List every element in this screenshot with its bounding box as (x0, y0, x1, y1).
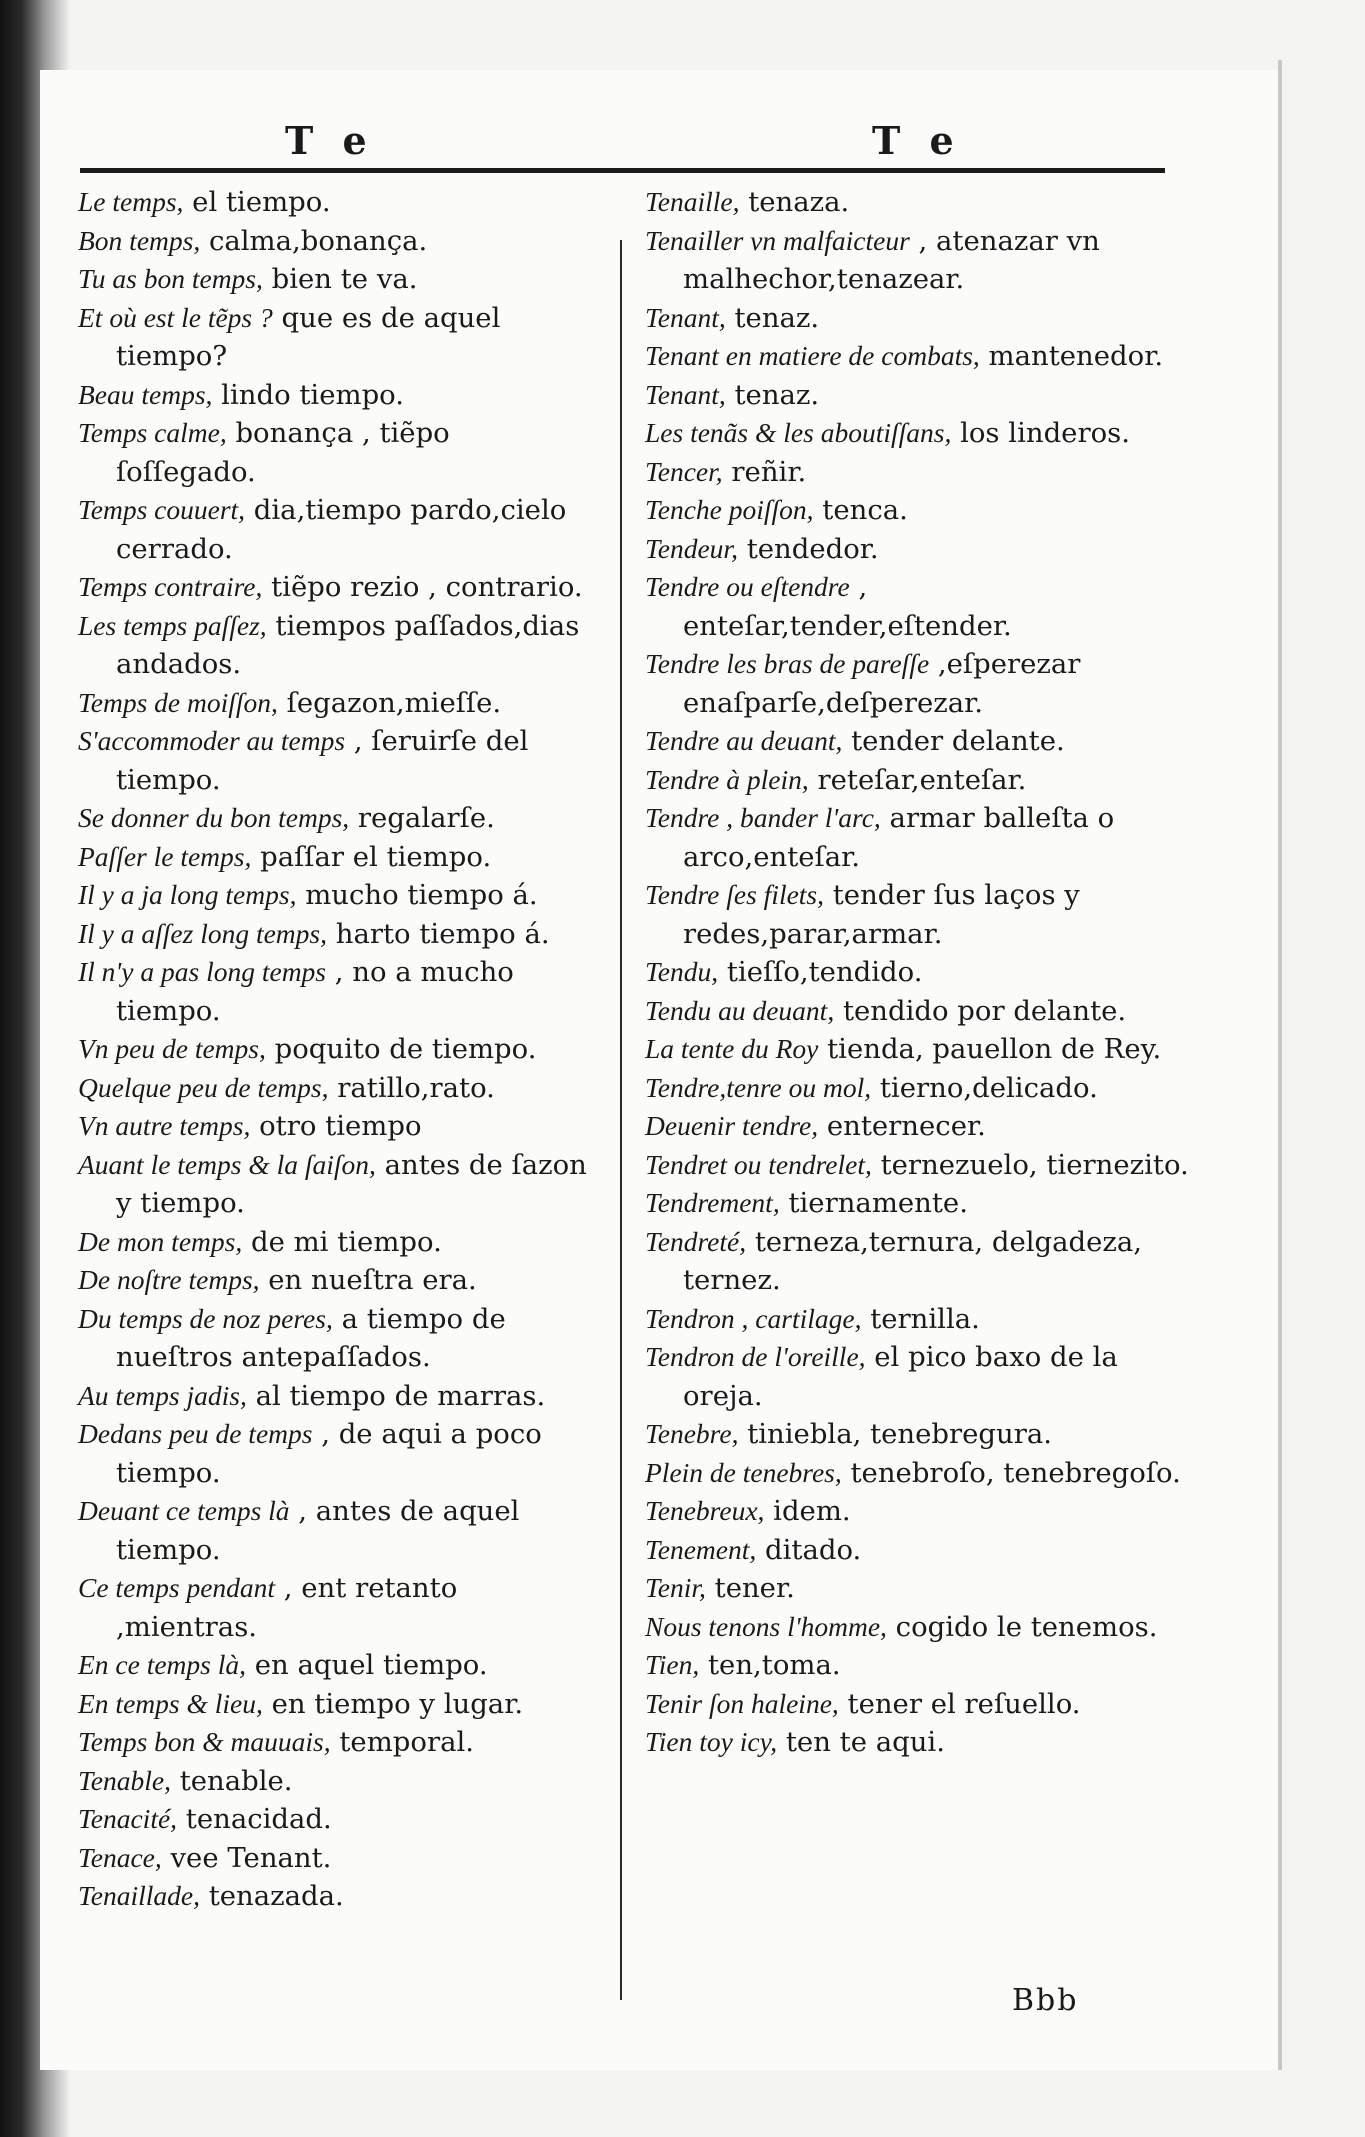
entry-definition: tenaza. (739, 186, 850, 218)
entry-definition: tiniebla, tenebregura. (738, 1418, 1053, 1450)
entry-term: Auant le temps & la ſaiſon, (78, 1148, 376, 1180)
entry-term: Tendrement, (645, 1187, 780, 1218)
entry-term: Tenaille, (645, 186, 740, 217)
entry-definition: en aquel tiempo. (246, 1649, 488, 1681)
entry-term: Tenir ſon haleine, (645, 1687, 839, 1719)
dictionary-entry (78, 1800, 598, 1839)
entry-term: Tendre , bander l'arc, (645, 802, 881, 833)
entry-definition: dia,tiempo pardo,cielo cerrado. (116, 494, 567, 565)
dictionary-entry (645, 1454, 1193, 1493)
dictionary-entry (645, 722, 1193, 761)
entry-definition: los linderos. (951, 417, 1131, 449)
entry-definition: en tiempo y lugar. (262, 1687, 524, 1720)
dictionary-entry (645, 1646, 1193, 1685)
entry-definition: ,eſperezar enaſparſe,deſperezar. (683, 648, 1081, 719)
dictionary-entry (645, 799, 1193, 876)
dictionary-entry (645, 876, 1193, 953)
dictionary-entry (78, 222, 598, 261)
dictionary-entry (78, 183, 598, 222)
entry-term: Tenace, (78, 1841, 162, 1873)
running-header-left: T e (285, 118, 375, 163)
entry-term: Tendret ou tendrelet, (645, 1148, 872, 1180)
entry-definition: reñir. (722, 455, 807, 488)
entry-term: S'accommoder au temps (78, 725, 346, 756)
entry-definition: poquito de tiempo. (265, 1033, 537, 1065)
entry-term: Bon temps, (78, 224, 201, 256)
entry-definition: terneza,ternura, delgadeza, ternez. (683, 1225, 1143, 1296)
entry-term: Temps contraire, (78, 571, 263, 602)
entry-term: Tencer, (645, 455, 723, 487)
entry-definition: bonança , tiẽpo ſoſſegado. (116, 417, 450, 488)
dictionary-entry (78, 1300, 598, 1377)
dictionary-entry (78, 876, 598, 915)
dictionary-entry (645, 414, 1193, 453)
entry-definition: ditado. (756, 1533, 862, 1566)
entry-definition: mucho tiempo á. (296, 879, 538, 911)
dictionary-entry (645, 1415, 1193, 1454)
dictionary-entry (78, 1415, 598, 1492)
entry-definition: armar balleſta o arco,enteſar. (683, 802, 1115, 873)
entry-definition: temporal. (330, 1726, 475, 1758)
right-column (645, 183, 1193, 1762)
entry-term: Tenebre, (645, 1418, 739, 1449)
entry-term: Tendron , cartilage, (645, 1302, 862, 1334)
entry-term: Les temps paſſez, (78, 609, 267, 641)
entry-term: La tente du Roy (645, 1033, 819, 1064)
entry-term: De noſtre temps, (78, 1264, 260, 1295)
entry-definition: lindo tiempo. (212, 378, 404, 411)
entry-definition: , ent retanto ,mientras. (116, 1572, 458, 1643)
entry-definition: otro tiempo (250, 1110, 422, 1142)
entry-term: Tendre,tenre ou mol, (645, 1071, 872, 1103)
entry-definition: , antes de aquel tiempo. (116, 1495, 520, 1566)
entry-definition: enternecer. (818, 1110, 986, 1142)
entry-definition: tiẽpo rezio , contrario. (262, 571, 583, 603)
entry-term: Tenacité, (78, 1803, 178, 1834)
dictionary-entry (78, 722, 598, 799)
dictionary-entry (78, 414, 598, 491)
dictionary-entry (78, 1492, 598, 1569)
entry-term: Tendron de l'oreille, (645, 1341, 866, 1372)
entry-term: Tendre les bras de pareſſe (645, 648, 930, 679)
entry-term: Dedans peu de temps (78, 1418, 313, 1449)
entry-definition: a tiempo de nueſtros antepaſſados. (116, 1302, 506, 1373)
dictionary-entry (78, 915, 598, 954)
dictionary-entry (645, 568, 1193, 645)
entry-term: Tenebreux, (645, 1495, 765, 1526)
entry-definition: tender ſus laços y redes,parar,armar. (683, 879, 1080, 950)
entry-definition: tendedor. (737, 532, 879, 565)
dictionary-entry (645, 1146, 1193, 1185)
entry-definition: antes de ſazon y tiempo. (116, 1148, 587, 1219)
entry-definition: tenca. (813, 494, 908, 526)
dictionary-entry (78, 1569, 598, 1646)
entry-term: De mon temps, (78, 1225, 243, 1257)
entry-definition: bien te va. (262, 263, 418, 295)
entry-definition: ſegazon,mieſſe. (277, 686, 502, 719)
entry-definition: reteſar,enteſar. (808, 763, 1027, 796)
dictionary-entry (78, 1223, 598, 1262)
entry-definition: tendido por delante. (834, 994, 1127, 1027)
entry-definition: calma,bonança. (200, 224, 428, 257)
dictionary-entry (78, 1877, 598, 1916)
dictionary-entry (645, 1723, 1193, 1762)
left-column (78, 183, 598, 1916)
entry-term: Deuant ce temps là (78, 1495, 290, 1526)
entry-term: Tendre à plein, (645, 763, 809, 795)
dictionary-entry (645, 530, 1193, 569)
entry-term: Et où est le tẽps ? (78, 301, 273, 333)
dictionary-entry (78, 1685, 598, 1724)
entry-term: Tendu au deuant, (645, 994, 835, 1026)
entry-definition: tienda, pauellon de Rey. (818, 1033, 1162, 1065)
entry-definition: tener. (705, 1572, 795, 1604)
entry-definition: tenazada. (199, 1880, 344, 1912)
entry-definition: tender delante. (842, 725, 1065, 757)
entry-definition: cogido le tenemos. (886, 1610, 1158, 1643)
entry-term: Tien toy icy, (645, 1726, 778, 1757)
dictionary-entry (78, 1839, 598, 1878)
dictionary-entry (645, 1685, 1193, 1724)
dictionary-entry (78, 1646, 598, 1685)
dictionary-entry (78, 953, 598, 1030)
entry-definition: tiernamente. (779, 1187, 968, 1219)
dictionary-entry (645, 1531, 1193, 1570)
header-rule (80, 168, 1165, 173)
dictionary-entry (78, 260, 598, 299)
entry-term: Quelque peu de temps, (78, 1071, 329, 1103)
entry-term: Se donner du bon temps, (78, 802, 350, 833)
entry-term: Du temps de noz peres, (78, 1302, 333, 1334)
dictionary-entry (78, 799, 598, 838)
entry-definition: tener el reſuello. (838, 1687, 1081, 1720)
dictionary-entry (78, 1107, 598, 1146)
dictionary-entry (78, 299, 598, 376)
entry-term: Il n'y a pas long temps (78, 956, 327, 987)
entry-term: Tenable, (78, 1764, 171, 1796)
entry-term: Temps couuert, (78, 494, 246, 525)
entry-definition: idem. (764, 1495, 851, 1527)
dictionary-entry (78, 684, 598, 723)
entry-definition: tiempos paſſados,dias andados. (116, 609, 580, 680)
entry-term: Le temps, (78, 186, 184, 217)
entry-definition: en nueſtra era. (259, 1264, 477, 1296)
dictionary-entry (78, 1377, 598, 1416)
entry-term: Les tenãs & les aboutiſſans, (645, 417, 952, 448)
entry-term: Nous tenons l'homme, (645, 1610, 887, 1642)
entry-definition: paſſar el tiempo. (251, 840, 492, 873)
entry-term: Vn autre temps, (78, 1110, 251, 1141)
entry-term: Ce temps pendant (78, 1572, 276, 1603)
entry-definition: que es de aquel tiempo? (116, 301, 501, 372)
entry-term: Au temps jadis, (78, 1379, 247, 1411)
entry-definition: tenebroſo, tenebregoſo. (841, 1456, 1181, 1489)
entry-definition: el pico baxo de la oreja. (683, 1341, 1118, 1412)
dictionary-entry (645, 953, 1193, 992)
entry-term: Beau temps, (78, 378, 213, 410)
entry-term: Tenaillade, (78, 1880, 200, 1911)
dictionary-entry (78, 1261, 598, 1300)
dictionary-entry (645, 761, 1193, 800)
entry-term: En temps & lieu, (78, 1687, 263, 1719)
page-edge (1278, 60, 1282, 2070)
entry-term: Tenement, (645, 1533, 757, 1565)
entry-term: Tendreté, (645, 1225, 747, 1257)
entry-definition: mantenedor. (979, 340, 1164, 372)
dictionary-entry (645, 1492, 1193, 1531)
dictionary-entry (78, 838, 598, 877)
entry-definition: tierno,delicado. (871, 1071, 1098, 1104)
entry-term: Tenche poiſſon, (645, 494, 814, 525)
entry-definition: al tiempo de marras. (246, 1379, 546, 1412)
entry-term: Temps calme, (78, 417, 227, 448)
dictionary-entry (78, 568, 598, 607)
entry-term: Deuenir tendre, (645, 1110, 819, 1141)
dictionary-entry (78, 491, 598, 568)
entry-definition: ten te aqui. (777, 1726, 945, 1758)
entry-term: Il y a ja long temps, (78, 879, 297, 910)
dictionary-entry (78, 607, 598, 684)
dictionary-entry (78, 376, 598, 415)
dictionary-entry (645, 1184, 1193, 1223)
dictionary-entry (645, 1569, 1193, 1608)
dictionary-entry (645, 1608, 1193, 1647)
dictionary-entry (78, 1069, 598, 1108)
entry-definition: vee Tenant. (161, 1841, 332, 1874)
dictionary-entry (645, 337, 1193, 376)
entry-term: Il y a aſſez long temps, (78, 917, 327, 949)
running-header-right: T e (872, 118, 962, 163)
entry-definition: tieſſo,tendido. (718, 956, 923, 988)
entry-term: Tendu, (645, 956, 719, 987)
dictionary-entry (645, 1338, 1193, 1415)
entry-term: Tenailler vn malfaicteur (645, 224, 910, 256)
entry-term: Temps de moiſſon, (78, 686, 278, 718)
entry-definition: ternezuelo, tiernezito. (871, 1148, 1189, 1181)
dictionary-entry (645, 1300, 1193, 1339)
entry-term: En ce temps là, (78, 1649, 247, 1680)
entry-definition: tenacidad. (177, 1803, 332, 1835)
entry-definition: de mi tiempo. (242, 1225, 442, 1258)
dictionary-entry (645, 645, 1193, 722)
dictionary-entry (645, 376, 1193, 415)
entry-term: Tenant, (645, 378, 726, 410)
dictionary-entry (78, 1762, 598, 1801)
entry-term: Tenir, (645, 1572, 706, 1603)
dictionary-entry (645, 992, 1193, 1031)
dictionary-entry (645, 1223, 1193, 1300)
dictionary-entry (645, 1107, 1193, 1146)
entry-definition: el tiempo. (183, 186, 331, 218)
entry-definition: tenaz. (725, 301, 820, 334)
entry-definition: , enteſar,tender,eſtender. (683, 571, 1012, 642)
entry-term: Temps bon & mauuais, (78, 1726, 331, 1757)
dictionary-entry (78, 1146, 598, 1223)
entry-term: Tendre ſes filets, (645, 879, 825, 910)
entry-definition: , ſeruirſe del tiempo. (116, 725, 529, 796)
dictionary-entry (645, 1069, 1193, 1108)
entry-definition: tenaz. (725, 378, 820, 411)
entry-term: Plein de tenebres, (645, 1456, 842, 1488)
entry-definition: regalarſe. (349, 802, 495, 834)
entry-term: Tenant, (645, 301, 726, 333)
entry-term: Tendeur, (645, 532, 738, 564)
entry-definition: ten,toma. (699, 1649, 841, 1681)
dictionary-entry (645, 453, 1193, 492)
dictionary-entry (645, 222, 1193, 299)
entry-definition: , atenazar vn malhechor,tenazear. (683, 224, 1100, 295)
entry-term: Tenant en matiere de combats, (645, 340, 980, 371)
entry-term: Vn peu de temps, (78, 1033, 266, 1064)
entry-term: Tien, (645, 1649, 700, 1680)
entry-definition: harto tiempo á. (327, 917, 550, 950)
entry-term: Tu as bon temps, (78, 263, 263, 294)
signature-mark: Bbb (1012, 1983, 1079, 2018)
entry-definition: ternilla. (861, 1302, 980, 1335)
entry-definition: , no a mucho tiempo. (116, 956, 514, 1027)
dictionary-entry (78, 1723, 598, 1762)
entry-term: Paſſer le temps, (78, 840, 252, 872)
entry-definition: ratillo,rato. (328, 1071, 495, 1104)
entry-term: Tendre ou eſtendre (645, 571, 850, 602)
dictionary-entry (645, 183, 1193, 222)
entry-definition: tenable. (170, 1764, 293, 1797)
dictionary-entry (645, 299, 1193, 338)
dictionary-entry (645, 1030, 1193, 1069)
entry-definition: , de aqui a poco tiempo. (116, 1418, 542, 1489)
dictionary-entry (78, 1030, 598, 1069)
column-divider (620, 240, 622, 2000)
entry-term: Tendre au deuant, (645, 725, 843, 756)
dictionary-entry (645, 491, 1193, 530)
